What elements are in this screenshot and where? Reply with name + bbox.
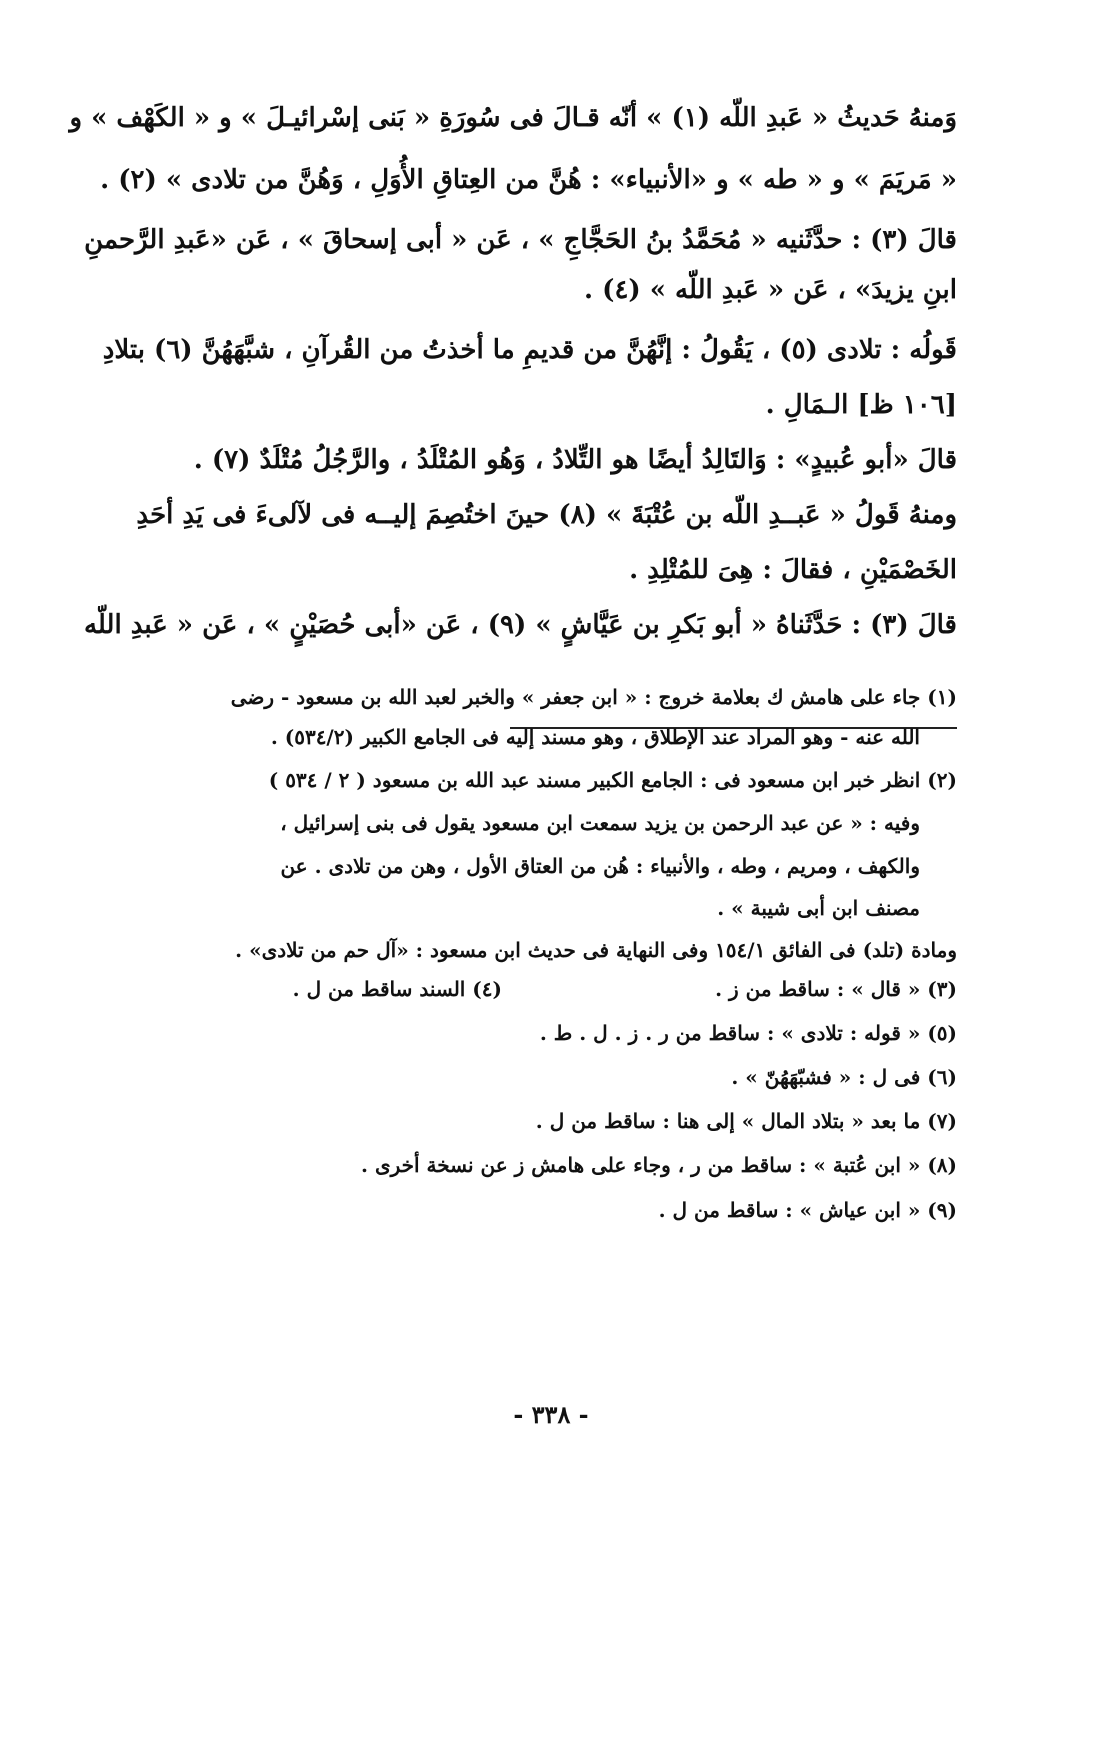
footnote-line: وفيه : « عن عبد الرحمن بن يزيد سمعت ابن مسعود يقول فى بنى إسرائيل ، [280, 811, 920, 835]
footnote-line: الله عنه - وهو المراد عند الإطلاق ، وهو مسند إليه فى الجامع الكبير (٥٣٤/٢) . [270, 725, 920, 749]
footnote-line: (٨) « ابن عُتبة » : ساقط من ر ، وجاء على هامش ز عن نسخة أخرى . [361, 1153, 957, 1177]
body-line: قالَ «أبو عُبيدٍ» : وَالتَالِدُ أيضًا هو التِّلادُ ، وَهُو المُتْلَدُ ، والرَّجُلُ مُتْلَدٌ (٧) . [193, 445, 957, 475]
body-line: ومنهُ قَولُ « عَبــدِ اللّه بن عُتْبَةَ » (٨) حينَ اختُصِمَ إليــه فى لآلىءَ فى يَدِ أحَدِ [136, 500, 957, 530]
body-line: قالَ (٣) : حدَّثَنيه « مُحَمَّدُ بنُ الحَجَّاجِ » ، عَن « أبى إسحاقَ » ، عَن «عَبدِ الرَّحمنِ [84, 225, 957, 255]
footnote-line: مصنف ابن أبى شيبة » . [717, 896, 920, 920]
footnote-line: (٢) انظر خبر ابن مسعود فى : الجامع الكبير مسند عبد الله بن مسعود ( ٢ / ٥٣٤ ) [268, 768, 957, 792]
footnote-line: (٦) فى ل : « فشبّهَهُنّ » . [731, 1065, 957, 1089]
footnote-line: (٤) السند ساقط من ل . [292, 977, 502, 1001]
footnote-line: (١) جاء على هامش ك بعلامة خروج : « ابن جعفر » والخبر لعبد الله بن مسعود - رضى [230, 685, 957, 709]
body-line: قَولُه : تلادى (٥) ، يَقُولُ : إنَّهُنَّ من قديمِ ما أخذتُ من القُرآنِ ، شبَّهَهُنَّ (٦) بتلادِ [102, 335, 957, 365]
body-line: ابنِ يزيدَ» ، عَن « عَبدِ اللّه » (٤) . [584, 275, 957, 305]
footnote-line: (٥) « قوله : تلادى » : ساقط من ر . ز . ل . ط . [539, 1021, 957, 1045]
body-line: قالَ (٣) : حَدَّثَناهُ « أبو بَكرِ بن عَيَّاشٍ » (٩) ، عَن «أبى حُصَيْنٍ » ، عَن « عَبدِ اللّه [83, 610, 957, 640]
body-line: الخَصْمَيْنِ ، فقالَ : هِىَ للمُتْلِدِ . [629, 555, 957, 585]
page-number: - ٣٣٨ - [513, 1400, 589, 1429]
body-line: « مَريَمَ » و « طه » و «الأنبياء» : هُنَّ من العِتاقِ الأُوَلِ ، وَهُنَّ من تلادى » (٢) . [100, 165, 957, 195]
footnote-line: (٩) « ابن عياش » : ساقط من ل . [658, 1198, 957, 1222]
body-line: وَمنهُ حَديثُ « عَبدِ اللّه (١) » أنّه قـالَ فى سُورَةِ « بَنى إسْرائيـلَ » و « الكَهْف » و [69, 103, 957, 133]
footnote-line: ومادة (تلد) فى الفائق ١٥٤/١ وفى النهاية فى حديث ابن مسعود : «آل حم من تلادى» . [235, 938, 957, 962]
footnote-line: والكهف ، ومريم ، وطه ، والأنبياء : هُن من العتاق الأول ، وهن من تلادى . عن [280, 854, 920, 878]
body-line: [١٠٦ ظ] الـمَالِ . [765, 390, 957, 420]
footnote-line: (٧) ما بعد « بتلاد المال » إلى هنا : ساقط من ل . [535, 1109, 957, 1133]
footnote-line: (٣) « قال » : ساقط من ز . [715, 977, 957, 1001]
